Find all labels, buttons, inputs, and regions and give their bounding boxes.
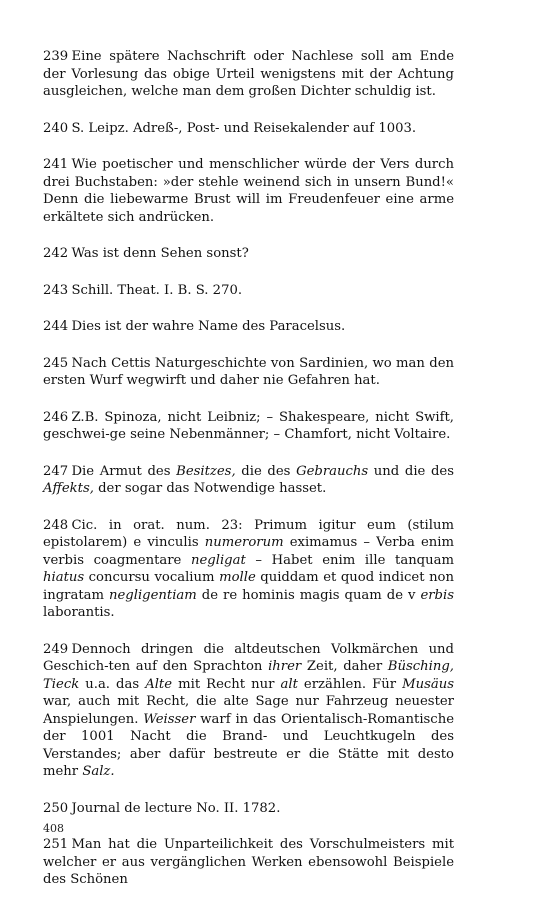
note-text-italic: Salz. <box>82 764 115 779</box>
note-251 <box>43 836 454 889</box>
note-text: Nach Cettis Naturgeschichte von Sardinien, wo man den ersten Wurf wegwirft und daher nie Gefahren hat. <box>43 355 454 388</box>
note-text-italic: Weisser <box>143 711 196 727</box>
note-text-italic: negligentiam <box>108 587 197 603</box>
note-250 <box>43 800 454 818</box>
note-text: Wie poetischer und menschlicher würde der Vers durch drei Buchstaben: »der stehle weinend sich in unsern Bund!« Denn die liebewarme Brust will im Freudenfeuer eine arme erkältete sich andrücken. <box>43 157 454 225</box>
note-number: 245 <box>43 355 69 371</box>
note-number: 241 <box>43 157 69 172</box>
note-242 <box>43 245 454 263</box>
note-text-italic: Büsching, Tieck <box>43 659 454 692</box>
note-247 <box>43 463 454 498</box>
note-text: u.a. das <box>79 676 146 692</box>
note-number: 239 <box>43 49 69 64</box>
note-text-italic: Besitzes, <box>176 463 236 479</box>
note-text-italic: Affekts, <box>43 481 94 496</box>
note-number: 243 <box>43 282 69 298</box>
note-text-italic: Alte <box>145 676 173 692</box>
note-number: 246 <box>43 409 69 425</box>
note-246 <box>43 409 454 444</box>
note-248 <box>43 517 454 622</box>
note-text-italic: negligat <box>191 552 246 568</box>
note-number: 244 <box>43 319 69 334</box>
note-text: war, auch mit Recht, die alte Sage nur Fahrzeug neuester Anspielungen. <box>43 694 454 727</box>
note-text: mit Recht nur <box>172 676 281 692</box>
note-text-italic: hiatus <box>43 570 85 585</box>
note-text-italic: molle <box>219 570 256 585</box>
note-text: Dennoch dringen die altdeutschen Volkmärchen und Geschich-ten auf den Sprachton <box>43 641 454 674</box>
note-text: Die Armut des <box>71 463 177 479</box>
note-text-italic: ihrer <box>268 659 302 674</box>
note-text-italic: Musäus <box>402 676 454 692</box>
note-text-italic: erbis <box>420 587 454 603</box>
note-244 <box>43 318 454 336</box>
note-text: – Habet enim ille tanquam <box>245 552 454 568</box>
note-number: 249 <box>43 641 69 657</box>
note-number: 240 <box>43 120 69 136</box>
note-text: Eine spätere Nachschrift oder Nachlese soll am Ende der Vorlesung das obige Urteil wenigstens mit der Achtung ausgleichen, welche man dem großen Dichter schuldig ist. <box>43 49 454 99</box>
note-239 <box>43 48 454 101</box>
note-text: Man hat die Unparteilichkeit des Vorschulmeisters mit welcher er aus vergänglichen Werken ebensowohl Beispiele des Schönen <box>43 837 454 887</box>
note-number: 248 <box>43 517 69 533</box>
note-text: Cic. in orat. num. 23: Primum igitur eum (stilum epistolarem) e vinculis <box>43 517 454 550</box>
note-241 <box>43 156 454 226</box>
note-text: Was ist denn Sehen sonst? <box>71 246 249 261</box>
note-text: warf in das Orientalisch-Romantische der 1001 Nacht die Brand- und Leuchtkugeln des Verstandes; aber dafür bestreute er die Stätte mit desto mehr <box>43 711 454 779</box>
note-240 <box>43 120 454 138</box>
note-text: S. Leipz. Adreß-, Post- und Reisekalender auf 1003. <box>71 120 417 136</box>
note-text: Zeit, daher <box>301 659 388 674</box>
note-249 <box>43 641 454 781</box>
note-text: quiddam et quod indicet non ingratam <box>43 570 454 603</box>
note-text: concursu vocalium <box>84 570 220 585</box>
note-text-italic: Gebrauchs <box>296 463 369 479</box>
note-number: 250 <box>43 800 69 816</box>
note-number: 247 <box>43 463 69 479</box>
note-text: der sogar das Notwendige hasset. <box>93 481 327 496</box>
note-text: die des <box>235 463 297 479</box>
notes-body <box>43 48 454 908</box>
note-243 <box>43 282 454 300</box>
note-245 <box>43 355 454 390</box>
note-text: Z.B. Spinoza, nicht Leibniz; – Shakespeare, nicht Swift, geschwei-ge seine Nebenmänner; – Chamfort, nicht Voltaire. <box>43 409 454 442</box>
note-text: Journal de lecture No. II. 1782. <box>71 800 281 816</box>
note-text: laborantis. <box>43 605 115 620</box>
note-text-italic: alt <box>280 676 298 692</box>
note-text: Dies ist der wahre Name des Paracelsus. <box>71 319 346 334</box>
page-number: 408 <box>43 822 64 835</box>
note-text: und die des <box>368 463 454 479</box>
note-text: eximamus – Verba enim verbis coagmentare <box>43 535 454 568</box>
note-text: erzählen. Für <box>297 676 403 692</box>
note-text: Schill. Theat. I. B. S. 270. <box>71 282 243 298</box>
note-number: 251 <box>43 837 69 852</box>
note-text: de re hominis magis quam de v <box>196 587 421 603</box>
note-text-italic: numerorum <box>204 535 284 550</box>
note-number: 242 <box>43 246 69 261</box>
